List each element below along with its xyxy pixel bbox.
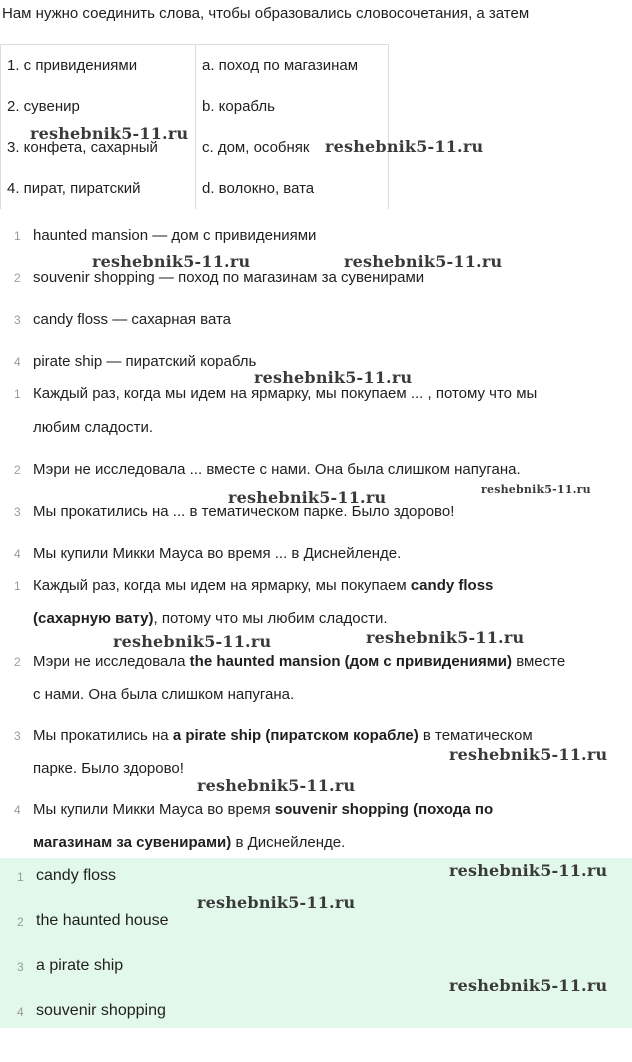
phrases-list [0, 226, 632, 384]
list-item [0, 544, 632, 577]
table-cell: 4. пират, пиратский [1, 168, 196, 209]
table-cell: a. поход по магазинам [196, 45, 389, 87]
table-cell: b. корабль [196, 86, 389, 127]
item-text: pirate ship — пиратский корабль [33, 353, 257, 370]
list-item [0, 310, 632, 352]
item-number: 3 [17, 960, 24, 974]
item-text: souvenir shopping — поход по магазинам за сувенирами [33, 269, 425, 286]
answer-translation: магазинам за сувенирами) [33, 834, 232, 851]
item-number: 2 [14, 463, 21, 477]
item-text-continued: парке. Было здорово! [33, 760, 184, 777]
list-item [0, 384, 632, 460]
watermark: reshebnik5-11.ru [481, 483, 591, 496]
watermark: reshebnik5-11.ru [366, 628, 525, 647]
item-number: 4 [14, 803, 21, 817]
item-text: Мы прокатились на a pirate ship (пиратском корабле) в тематическом [33, 727, 533, 744]
list-item [0, 268, 632, 310]
table-cell: 3. конфета, сахарный [1, 127, 196, 168]
watermark: reshebnik5-11.ru [30, 124, 189, 143]
watermark: reshebnik5-11.ru [92, 252, 251, 271]
item-text: a pirate ship [36, 957, 124, 974]
table-cell: c. дом, особняк [196, 127, 389, 168]
answer-translation: (сахарную вату) [33, 610, 154, 627]
item-number: 2 [17, 915, 24, 929]
item-text: haunted mansion — дом с привидениями [33, 227, 317, 244]
item-text: Мэри не исследовала the haunted mansion (дом с привидениями) вместе [33, 653, 566, 670]
item-text: Мы купили Микки Мауса во время souvenir shopping (похода по [33, 801, 494, 818]
table-row [1, 168, 389, 209]
item-number: 1 [14, 387, 21, 401]
item-number: 2 [14, 271, 21, 285]
item-number: 3 [14, 505, 21, 519]
watermark: reshebnik5-11.ru [344, 252, 503, 271]
item-number: 3 [14, 313, 21, 327]
answer-phrase: a pirate ship (пиратском корабле) [172, 727, 419, 744]
item-text: candy floss [36, 867, 117, 884]
gap-sentences-list [0, 384, 632, 577]
watermark: reshebnik5-11.ru [197, 893, 356, 912]
item-number: 4 [14, 547, 21, 561]
item-text-continued: любим сладости. [33, 419, 154, 436]
item-number: 3 [14, 729, 21, 743]
item-text: Каждый раз, когда мы идем на ярмарку, мы покупаем candy floss [33, 577, 494, 594]
answer-phrase: the haunted mansion (дом с привидениями) [189, 653, 513, 670]
watermark: reshebnik5-11.ru [228, 488, 387, 507]
item-number: 2 [14, 655, 21, 669]
item-text: souvenir shopping [36, 1002, 166, 1019]
watermark: reshebnik5-11.ru [449, 861, 608, 880]
item-number: 1 [14, 229, 21, 243]
answer-phrase: candy floss [410, 577, 494, 594]
item-number: 4 [14, 355, 21, 369]
list-item [0, 911, 632, 956]
answers-block [0, 858, 632, 1028]
filled-sentences-list [0, 576, 632, 866]
intro-text: Нам нужно соединить слова, чтобы образовались словосочетания, а затем [2, 5, 530, 22]
list-item [0, 800, 632, 866]
item-number: 1 [17, 870, 24, 884]
item-text-continued: магазинам за сувенирами) в Диснейленде. [33, 834, 346, 851]
item-text: Мы купили Микки Мауса во время ... в Диснейленде. [33, 545, 402, 562]
table-row [1, 45, 389, 87]
item-text: the haunted house [36, 912, 169, 929]
watermark: reshebnik5-11.ru [449, 745, 608, 764]
watermark: reshebnik5-11.ru [254, 368, 413, 387]
watermark: reshebnik5-11.ru [113, 632, 272, 651]
table-row [1, 86, 389, 127]
item-text: Мы прокатились на ... в тематическом парке. Было здорово! [33, 503, 455, 520]
table-cell: 2. сувенир [1, 86, 196, 127]
answer-phrase: souvenir shopping (похода по [274, 801, 494, 818]
item-number: 4 [17, 1005, 24, 1019]
watermark: reshebnik5-11.ru [449, 976, 608, 995]
list-item [0, 502, 632, 544]
list-item [0, 652, 632, 726]
item-text-continued: с нами. Она была слишком напугана. [33, 686, 295, 703]
item-number: 1 [14, 579, 21, 593]
item-text: Мэри не исследовала ... вместе с нами. Она была слишком напугана. [33, 461, 521, 478]
table-cell: d. волокно, вата [196, 168, 389, 209]
list-item [0, 1001, 632, 1046]
list-item [0, 576, 632, 652]
watermark: reshebnik5-11.ru [325, 137, 484, 156]
table-cell: 1. с привидениями [1, 45, 196, 87]
item-text: Каждый раз, когда мы идем на ярмарку, мы покупаем ... , потому что мы [33, 385, 538, 402]
item-text: candy floss — сахарная вата [33, 311, 232, 328]
item-text-continued: (сахарную вату), потому что мы любим сладости. [33, 610, 388, 627]
watermark: reshebnik5-11.ru [197, 776, 356, 795]
